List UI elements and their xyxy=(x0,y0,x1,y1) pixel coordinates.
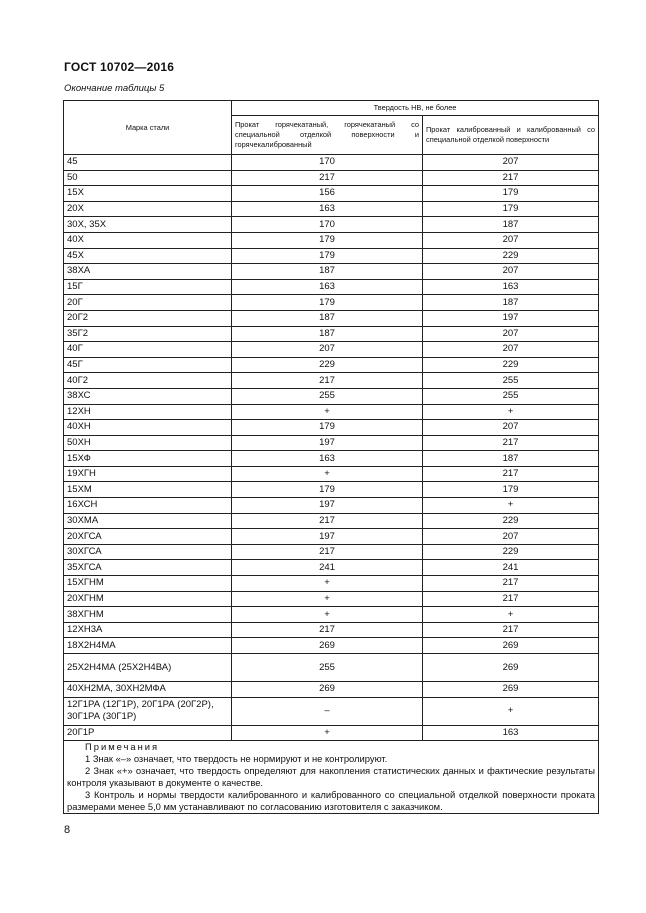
hot-rolled-hardness-cell: + xyxy=(232,725,423,741)
table-row xyxy=(64,529,599,545)
calibrated-hardness-cell: 207 xyxy=(423,420,599,436)
table-row xyxy=(64,279,599,295)
note-item: 1 Знак «–» означает, что твердость не нормируют и не контролируют. xyxy=(85,753,388,765)
calibrated-hardness-cell: 217 xyxy=(423,622,599,638)
table-row xyxy=(64,482,599,498)
table-row xyxy=(64,591,599,607)
calibrated-hardness-cell: 207 xyxy=(423,342,599,358)
calibrated-hardness-cell: 217 xyxy=(423,435,599,451)
table-row xyxy=(64,326,599,342)
steel-grade-cell: 16ХСН xyxy=(64,498,232,514)
table-row xyxy=(64,232,599,248)
steel-grade-cell: 12Г1РА (12Г1Р), 20Г1РА (20Г2Р), 30Г1РА (30Г1Р) xyxy=(64,697,232,725)
steel-grade-cell: 30Х, 35Х xyxy=(64,217,232,233)
steel-grade-cell: 19ХГН xyxy=(64,466,232,482)
steel-grade-cell: 45Х xyxy=(64,248,232,264)
steel-grade-cell: 15Х xyxy=(64,186,232,202)
steel-grade-cell: 38ХС xyxy=(64,388,232,404)
hot-rolled-hardness-cell: 156 xyxy=(232,186,423,202)
calibrated-hardness-cell: 179 xyxy=(423,482,599,498)
steel-grade-cell: 45 xyxy=(64,155,232,171)
calibrated-hardness-cell: 163 xyxy=(423,279,599,295)
hot-rolled-hardness-cell: 217 xyxy=(232,544,423,560)
table-row xyxy=(64,451,599,467)
steel-grade-cell: 12ХН xyxy=(64,404,232,420)
table-row xyxy=(64,466,599,482)
table-row xyxy=(64,373,599,389)
hot-rolled-hardness-cell: + xyxy=(232,404,423,420)
hardness-table xyxy=(63,100,599,814)
hot-rolled-hardness-cell: 163 xyxy=(232,279,423,295)
hot-rolled-hardness-cell: 170 xyxy=(232,217,423,233)
hot-rolled-hardness-cell: 269 xyxy=(232,638,423,654)
hot-rolled-hardness-cell: 217 xyxy=(232,513,423,529)
calibrated-hardness-cell: 269 xyxy=(423,638,599,654)
hot-rolled-hardness-cell: 179 xyxy=(232,295,423,311)
calibrated-hardness-cell: 207 xyxy=(423,529,599,545)
hot-rolled-hardness-cell: 179 xyxy=(232,420,423,436)
notes-cell xyxy=(64,741,599,814)
calibrated-hardness-cell: 217 xyxy=(423,591,599,607)
table-row xyxy=(64,544,599,560)
calibrated-hardness-cell: 187 xyxy=(423,217,599,233)
table-row xyxy=(64,295,599,311)
hot-rolled-hardness-cell: 197 xyxy=(232,498,423,514)
hot-rolled-hardness-cell: + xyxy=(232,607,423,623)
calibrated-hardness-cell: 217 xyxy=(423,576,599,592)
calibrated-hardness-cell: 179 xyxy=(423,201,599,217)
calibrated-hardness-cell: + xyxy=(423,404,599,420)
hot-rolled-hardness-cell: 179 xyxy=(232,482,423,498)
steel-grade-cell: 18Х2Н4МА xyxy=(64,638,232,654)
hot-rolled-hardness-cell: 163 xyxy=(232,451,423,467)
hot-rolled-hardness-cell: 229 xyxy=(232,357,423,373)
note-item: 3 Контроль и нормы твердости калиброванного и калиброванного со специальной отделкой поверхности проката размерами менее 5,0 мм устанавливают по согласованию изготовителя с заказчиком. xyxy=(67,789,596,813)
table-row xyxy=(64,310,599,326)
document-title: ГОСТ 10702—2016 xyxy=(64,60,175,74)
calibrated-hardness-cell: 187 xyxy=(423,451,599,467)
hot-rolled-hardness-cell: 217 xyxy=(232,170,423,186)
table-row xyxy=(64,560,599,576)
steel-grade-cell: 45Г xyxy=(64,357,232,373)
steel-grade-cell: 50ХН xyxy=(64,435,232,451)
hot-rolled-hardness-cell: 187 xyxy=(232,310,423,326)
steel-grade-cell: 12ХН3А xyxy=(64,622,232,638)
calibrated-hardness-cell: 207 xyxy=(423,326,599,342)
note-item: 2 Знак «+» означает, что твердость определяют для накопления статистических данных и фактические результаты контроля указывают в документе о качестве. xyxy=(67,765,596,789)
table-body xyxy=(64,155,599,814)
calibrated-hardness-cell: 179 xyxy=(423,186,599,202)
calibrated-hardness-cell: 217 xyxy=(423,466,599,482)
notes-heading: Примечания xyxy=(85,741,160,753)
steel-grade-cell: 40Х xyxy=(64,232,232,248)
table-row xyxy=(64,342,599,358)
hot-rolled-hardness-cell: 255 xyxy=(232,388,423,404)
table-row xyxy=(64,725,599,741)
steel-grade-cell: 20ХГНМ xyxy=(64,591,232,607)
steel-grade-cell: 20Г xyxy=(64,295,232,311)
hot-rolled-hardness-cell: 163 xyxy=(232,201,423,217)
calibrated-hardness-cell: 207 xyxy=(423,155,599,171)
table-row xyxy=(64,388,599,404)
table-row xyxy=(64,357,599,373)
calibrated-hardness-cell: 217 xyxy=(423,170,599,186)
calibrated-hardness-cell: 197 xyxy=(423,310,599,326)
steel-grade-cell: 15ХФ xyxy=(64,451,232,467)
hot-rolled-hardness-cell: 241 xyxy=(232,560,423,576)
steel-grade-cell: 40Г2 xyxy=(64,373,232,389)
table-row xyxy=(64,638,599,654)
hot-rolled-hardness-cell: + xyxy=(232,591,423,607)
table-row xyxy=(64,622,599,638)
hot-rolled-hardness-cell: 269 xyxy=(232,682,423,698)
steel-grade-cell: 20Х xyxy=(64,201,232,217)
table-row xyxy=(64,607,599,623)
steel-grade-cell: 40ХН xyxy=(64,420,232,436)
steel-grade-cell: 20Г1Р xyxy=(64,725,232,741)
calibrated-hardness-cell: 207 xyxy=(423,264,599,280)
table-row xyxy=(64,682,599,698)
steel-grade-cell: 15ХГНМ xyxy=(64,576,232,592)
steel-grade-cell: 30ХМА xyxy=(64,513,232,529)
table-row xyxy=(64,404,599,420)
calibrated-hardness-cell: 163 xyxy=(423,725,599,741)
steel-grade-cell: 50 xyxy=(64,170,232,186)
steel-grade-cell: 30ХГСА xyxy=(64,544,232,560)
hot-rolled-hardness-cell: 207 xyxy=(232,342,423,358)
calibrated-hardness-cell: + xyxy=(423,697,599,725)
steel-grade-cell: 35ХГСА xyxy=(64,560,232,576)
calibrated-hardness-cell: 269 xyxy=(423,654,599,682)
column-header-calibrated: Прокат калиброванный и калиброванный со специальной отделкой поверхности xyxy=(423,116,599,155)
steel-grade-cell: 40ХН2МА, 30ХН2МФА xyxy=(64,682,232,698)
calibrated-hardness-cell: + xyxy=(423,607,599,623)
hot-rolled-hardness-cell: 255 xyxy=(232,654,423,682)
calibrated-hardness-cell: 229 xyxy=(423,248,599,264)
table-row xyxy=(64,420,599,436)
table-row xyxy=(64,576,599,592)
column-header-hot-rolled: Прокат горячекатаный, горячекатаный со специальной отделкой поверхности и горячекалиброванный xyxy=(232,116,423,155)
hot-rolled-hardness-cell: 179 xyxy=(232,248,423,264)
table-row xyxy=(64,248,599,264)
table-row xyxy=(64,170,599,186)
table-row xyxy=(64,498,599,514)
table-row xyxy=(64,697,599,725)
hot-rolled-hardness-cell: 170 xyxy=(232,155,423,171)
steel-grade-cell: 38ХА xyxy=(64,264,232,280)
table-row xyxy=(64,186,599,202)
table-row xyxy=(64,264,599,280)
calibrated-hardness-cell: 269 xyxy=(423,682,599,698)
column-header-hardness: Твердость НВ, не более xyxy=(232,101,599,116)
calibrated-hardness-cell: 255 xyxy=(423,373,599,389)
hot-rolled-hardness-cell: 179 xyxy=(232,232,423,248)
hot-rolled-hardness-cell: 197 xyxy=(232,529,423,545)
table-caption: Окончание таблицы 5 xyxy=(64,83,165,94)
hot-rolled-hardness-cell: 217 xyxy=(232,373,423,389)
steel-grade-cell: 38ХГНМ xyxy=(64,607,232,623)
table-row xyxy=(64,155,599,171)
hot-rolled-hardness-cell: 217 xyxy=(232,622,423,638)
page-number: 8 xyxy=(64,824,71,836)
steel-grade-cell: 20Г2 xyxy=(64,310,232,326)
steel-grade-cell: 35Г2 xyxy=(64,326,232,342)
hot-rolled-hardness-cell: + xyxy=(232,576,423,592)
calibrated-hardness-cell: 241 xyxy=(423,560,599,576)
steel-grade-cell: 40Г xyxy=(64,342,232,358)
table-row xyxy=(64,435,599,451)
table-row xyxy=(64,217,599,233)
calibrated-hardness-cell: + xyxy=(423,498,599,514)
steel-grade-cell: 25Х2Н4МА (25Х2Н4ВА) xyxy=(64,654,232,682)
table-row xyxy=(64,513,599,529)
calibrated-hardness-cell: 229 xyxy=(423,357,599,373)
hot-rolled-hardness-cell: 187 xyxy=(232,264,423,280)
steel-grade-cell: 20ХГСА xyxy=(64,529,232,545)
table-row xyxy=(64,654,599,682)
hot-rolled-hardness-cell: 187 xyxy=(232,326,423,342)
calibrated-hardness-cell: 229 xyxy=(423,544,599,560)
calibrated-hardness-cell: 255 xyxy=(423,388,599,404)
calibrated-hardness-cell: 207 xyxy=(423,232,599,248)
hot-rolled-hardness-cell: + xyxy=(232,466,423,482)
hot-rolled-hardness-cell: 197 xyxy=(232,435,423,451)
notes-row xyxy=(64,741,599,814)
steel-grade-cell: 15Г xyxy=(64,279,232,295)
column-header-steel-grade: Марка стали xyxy=(64,101,232,155)
calibrated-hardness-cell: 229 xyxy=(423,513,599,529)
calibrated-hardness-cell: 187 xyxy=(423,295,599,311)
table-row xyxy=(64,201,599,217)
steel-grade-cell: 15ХМ xyxy=(64,482,232,498)
hot-rolled-hardness-cell: – xyxy=(232,697,423,725)
